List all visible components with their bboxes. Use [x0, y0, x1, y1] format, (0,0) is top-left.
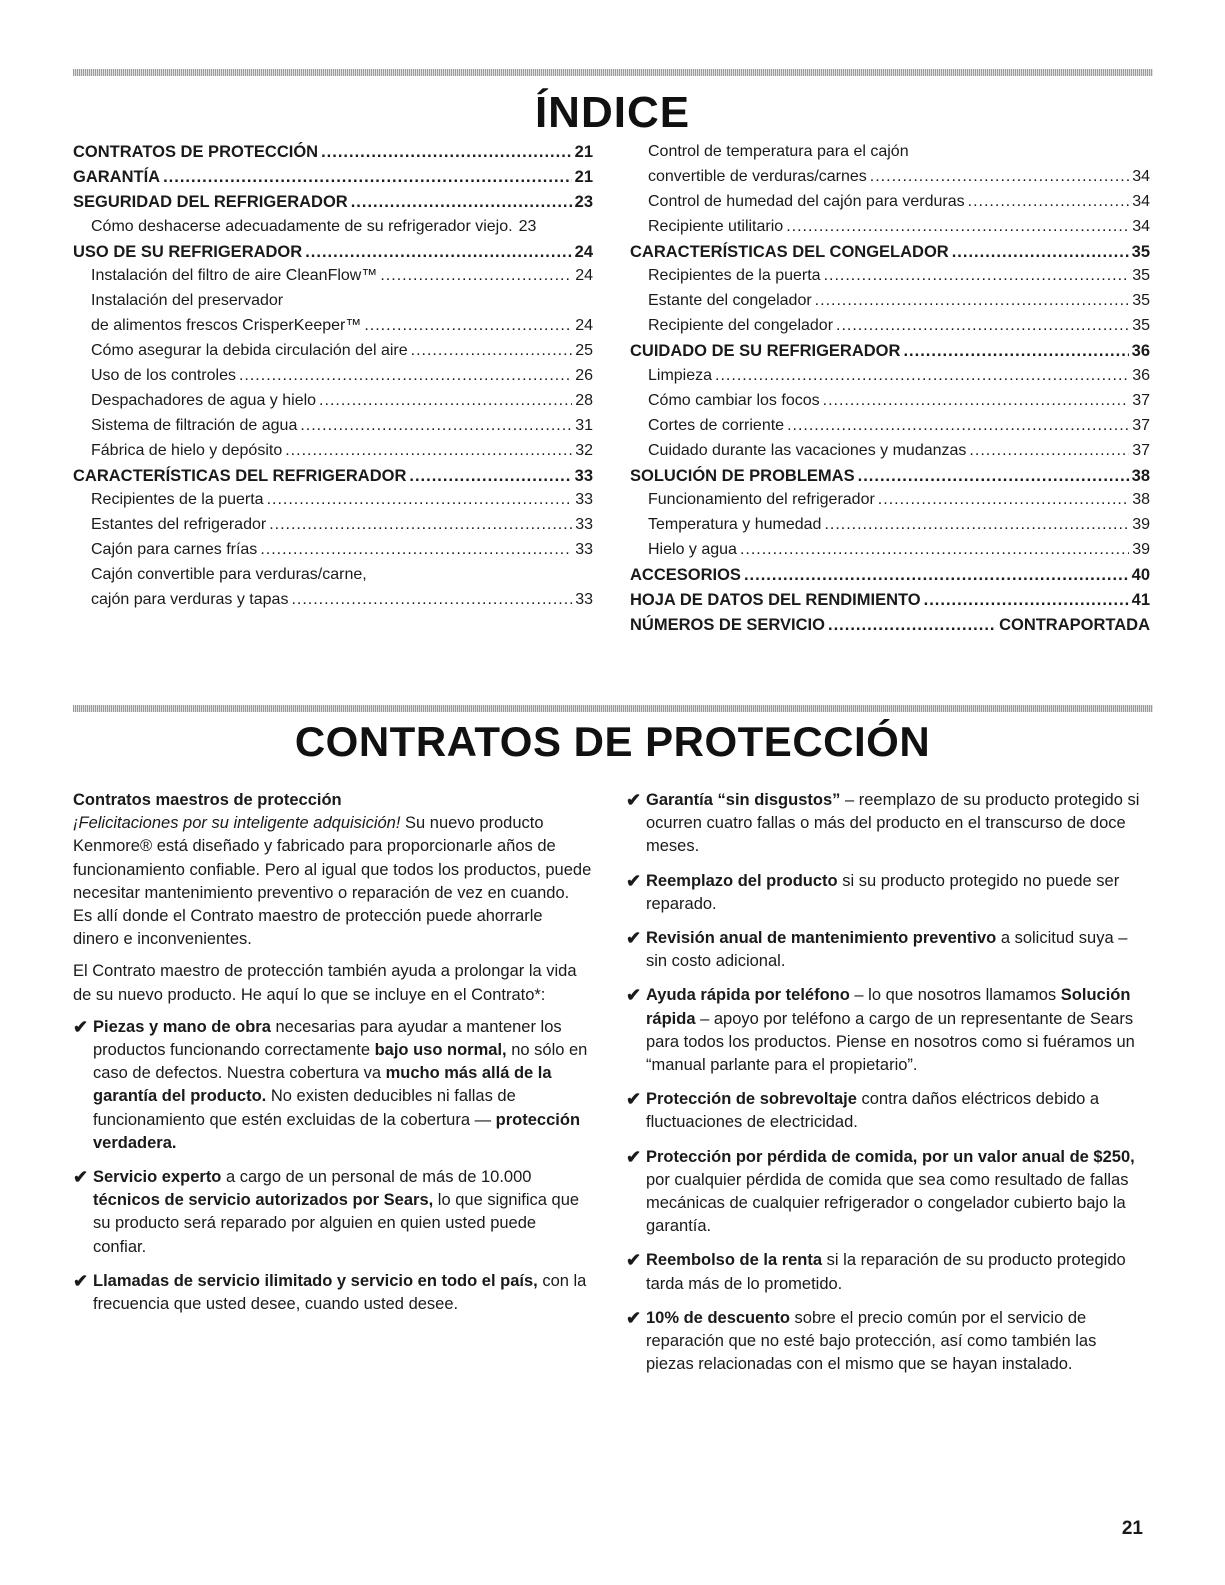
toc-entry: [73, 218, 593, 243]
toc-leader-dots: [321, 143, 572, 162]
toc-entry: [630, 442, 1150, 467]
intro-paragraph: [73, 812, 593, 951]
benefit-item: [626, 1307, 1146, 1377]
benefit-text: contra daños eléctricos debido a fluctuaciones de electricidad.: [646, 1090, 1100, 1132]
benefit-text: si su producto protegido no puede ser reparado.: [646, 871, 1120, 913]
toc-leader-dots: [300, 417, 572, 435]
toc-right-column: [630, 143, 1150, 641]
toc-page-number: 34: [1132, 192, 1150, 210]
checkmark-icon: ✔: [626, 1089, 642, 1110]
toc-entry: [73, 342, 593, 367]
toc-entry: [630, 317, 1150, 342]
benefit-item: [626, 870, 1146, 916]
toc-page-number: 23: [574, 192, 593, 211]
toc-entry: [630, 143, 1150, 168]
toc-leader-dots: [786, 218, 1129, 236]
contracts-subtitle: Contratos maestros de protección: [73, 791, 342, 809]
toc-entry-title: NÚMEROS DE SERVICIO: [630, 615, 825, 634]
toc-page-number: 28: [575, 391, 593, 409]
toc-entry-title: Cómo cambiar los focos: [648, 391, 820, 409]
toc-entry: [630, 417, 1150, 442]
toc-leader-dots: [351, 193, 572, 212]
benefit-text: si la reparación de su producto protegido tarda más de lo prometido.: [646, 1251, 1126, 1293]
toc-entry-title: HOJA DE DATOS DEL RENDIMIENTO: [630, 591, 921, 610]
toc-page-number: 41: [1131, 591, 1150, 610]
benefit-highlight: Piezas y mano de obra: [93, 1017, 271, 1036]
toc-page-number: 34: [1132, 167, 1150, 185]
toc-entry-title: CUIDADO DE SU REFRIGERADOR: [630, 342, 901, 361]
toc-leader-dots: [239, 367, 572, 385]
toc-page-number: 33: [574, 466, 593, 485]
toc-entry: [73, 292, 593, 317]
toc-entry-title: Hielo y agua: [648, 541, 737, 559]
toc-entry: [630, 491, 1150, 516]
benefit-highlight: Revisión anual de mantenimiento preventivo: [646, 929, 997, 948]
toc-entry: [630, 342, 1150, 367]
intro-congrats: ¡Felicitaciones por su inteligente adquisición!: [73, 814, 401, 833]
section-divider: [73, 705, 1153, 712]
benefit-highlight: Reembolso de la renta: [646, 1251, 823, 1270]
benefit-item: [73, 1016, 593, 1155]
toc-entry-title: Fábrica de hielo y depósito: [91, 441, 283, 459]
benefit-highlight: técnicos de servicio autorizados por Sears,: [93, 1191, 434, 1210]
toc-leader-dots: [260, 541, 572, 559]
toc-entry-title: Estantes del refrigerador: [91, 516, 267, 534]
toc-entry: [73, 243, 593, 268]
toc-page-number: 23: [518, 217, 537, 235]
intro-paragraph-2: El Contrato maestro de protección también ayuda a prolongar la vida de su nuevo producto. He aquí lo que se incluye en el Contrato*:: [73, 962, 577, 1004]
toc-leader-dots: [305, 243, 571, 262]
toc-entry: [630, 292, 1150, 317]
benefit-text: – lo que nosotros llamamos: [849, 986, 1061, 1005]
toc-entry: [73, 392, 593, 417]
toc-leader-dots: [715, 367, 1129, 385]
benefit-item: [626, 789, 1146, 859]
toc-page-number: 24: [574, 242, 593, 261]
toc-entry-title: Instalación del preservador: [91, 292, 284, 310]
toc-entry-title: Control de temperatura para el cajón: [648, 143, 909, 160]
toc-entry: [630, 616, 1150, 641]
toc-leader-dots: [836, 317, 1129, 335]
toc-leader-dots: [319, 392, 572, 410]
toc-entry-title: Cajón convertible para verduras/carne,: [91, 566, 367, 584]
toc-page-number: 35: [1132, 317, 1150, 335]
benefit-highlight: Protección por pérdida de comida, por un valor anual de $250,: [646, 1147, 1135, 1166]
toc-entry-title: CARACTERÍSTICAS DEL REFRIGERADOR: [73, 466, 407, 485]
benefit-item: [626, 1249, 1146, 1295]
toc-entry: [630, 541, 1150, 566]
toc-page-number: 21: [574, 143, 593, 161]
benefit-highlight: Garantía “sin disgustos”: [646, 791, 841, 809]
toc-entry: [73, 143, 593, 168]
toc-page-number: 36: [1132, 367, 1150, 385]
benefit-item: [73, 1166, 593, 1259]
toc-leader-dots: [924, 591, 1129, 610]
toc-entry-title: USO DE SU REFRIGERADOR: [73, 242, 303, 261]
benefit-text: lo que significa que su producto será reparado por alguien en quien usted puede confiar.: [93, 1191, 580, 1256]
toc-entry: [630, 516, 1150, 541]
top-divider: [73, 69, 1153, 76]
toc-leader-dots: [878, 491, 1129, 509]
toc-leader-dots: [815, 292, 1130, 310]
toc-page-number: 38: [1132, 491, 1150, 509]
toc-leader-dots: [291, 591, 572, 609]
benefit-highlight: Ayuda rápida por teléfono: [646, 986, 850, 1005]
benefit-text: por cualquier pérdida de comida que sea como resultado de fallas mecánicas de cualquier refrigerador o congelador cubierto bajo la garantía.: [646, 1170, 1129, 1236]
checkmark-icon: ✔: [73, 1167, 89, 1188]
toc-page-number: 36: [1131, 342, 1150, 361]
toc-page-number: 38: [1131, 466, 1150, 485]
benefit-highlight: Solución rápida: [646, 986, 1131, 1028]
toc-entry: [73, 467, 593, 492]
toc-leader-dots: [380, 267, 572, 285]
toc-entry: [73, 566, 593, 591]
benefit-item: [626, 984, 1146, 1077]
toc-page-number: 25: [575, 342, 593, 360]
benefit-text: a cargo de un personal de más de 10.000: [221, 1168, 532, 1187]
benefit-item: [626, 1146, 1146, 1239]
toc-entry: [73, 168, 593, 193]
toc-entry-title: Cajón para carnes frías: [91, 541, 258, 559]
toc-page-number: 24: [575, 267, 593, 285]
toc-entry-title: Recipientes de la puerta: [648, 267, 821, 285]
toc-entry-title: Cuidado durante las vacaciones y mudanzas: [648, 441, 967, 459]
toc-entry: [73, 541, 593, 566]
benefit-highlight: Llamadas de servicio ilimitado y servicio en todo el país,: [93, 1271, 538, 1290]
toc-entry-title: Despachadores de agua y hielo: [91, 391, 317, 409]
toc-page-number: 39: [1132, 541, 1150, 559]
toc-entry-title: de alimentos frescos CrisperKeeper™: [91, 317, 362, 335]
toc-entry-title: Control de humedad del cajón para verduras: [648, 192, 965, 210]
toc-entry-title: Cómo asegurar la debida circulación del aire: [91, 342, 408, 360]
toc-page-number: 40: [1131, 566, 1150, 585]
toc-entry: [630, 367, 1150, 392]
toc-entry-title: ACCESORIOS: [630, 566, 741, 585]
toc-entry: [73, 417, 593, 442]
toc-entry-title: CONTRATOS DE PROTECCIÓN: [73, 143, 319, 161]
toc-entry-title: GARANTÍA: [73, 167, 161, 186]
contracts-title: CONTRATOS DE PROTECCIÓN: [294, 718, 931, 765]
benefit-text: – reemplazo de su producto protegido si ocurren cuatro fallas o más del producto en el transcurso de doce meses.: [646, 791, 1140, 856]
benefit-text: necesarias para ayudar a mantener los productos funcionando correctamente: [93, 1017, 562, 1060]
toc-leader-dots: [163, 168, 572, 187]
toc-entry-title: Estante del congelador: [648, 292, 812, 310]
toc-page-number: 26: [575, 367, 593, 385]
toc-entry-title: Recipiente utilitario: [648, 217, 784, 235]
toc-entry-title: SOLUCIÓN DE PROBLEMAS: [630, 466, 855, 485]
toc-entry-title: Instalación del filtro de aire CleanFlow™: [91, 267, 378, 285]
toc-leader-dots: [858, 467, 1129, 486]
toc-page-number: 21: [574, 167, 593, 186]
toc-entry: [73, 442, 593, 467]
checkmark-icon: ✔: [626, 985, 642, 1006]
checkmark-icon: ✔: [73, 1016, 89, 1037]
toc-leader-dots: [824, 516, 1129, 534]
toc-entry-title: Funcionamiento del refrigerador: [648, 491, 875, 509]
toc-leader-dots: [824, 267, 1130, 285]
toc-entry: [73, 367, 593, 392]
toc-entry: [630, 392, 1150, 417]
contracts-right-column: [626, 789, 1146, 1387]
toc-leader-dots: [823, 392, 1130, 410]
toc-page-number: 33: [575, 541, 593, 559]
checkmark-icon: ✔: [73, 1270, 89, 1291]
checkmark-icon: ✔: [626, 1250, 642, 1271]
toc-page-number: 37: [1132, 441, 1150, 459]
toc-leader-dots: [870, 168, 1129, 186]
toc-leader-dots: [968, 193, 1130, 211]
toc-page-number: 39: [1132, 516, 1150, 534]
toc-entry-title: Recipiente del congelador: [648, 317, 834, 335]
benefit-list-left: [73, 1016, 593, 1316]
benefit-highlight: Reemplazo del producto: [646, 871, 838, 890]
benefit-item: [626, 1088, 1146, 1134]
toc-page-number: 35: [1132, 267, 1150, 285]
toc-entry: [630, 243, 1150, 268]
benefit-highlight: Protección de sobrevoltaje: [646, 1090, 857, 1109]
benefit-text: sobre el precio común por el servicio de reparación que no esté bajo protección, así como también las piezas relacionadas con el mismo que se hayan instalado.: [646, 1308, 1097, 1374]
intro-text: Su nuevo producto Kenmore® está diseñado y fabricado para proporcionarle años de funcionamiento confiable. Pero al igual que todos los productos, puede necesitar mantenimiento preventivo o reparación de vez en cuando. Es allí donde el Contrato maestro de protección puede ahorrarle dinero e inconvenientes.: [73, 814, 592, 949]
toc-page-number: 33: [575, 491, 593, 509]
benefit-highlight: Servicio experto: [93, 1168, 222, 1187]
checkmark-icon: ✔: [626, 790, 642, 810]
benefit-text: a solicitud suya – sin costo adicional.: [646, 929, 1128, 971]
contracts-left-column: [73, 789, 593, 1327]
toc-entry: [630, 218, 1150, 243]
benefit-highlight: mucho más allá de la garantía del producto.: [93, 1064, 552, 1106]
toc-page-number: 34: [1132, 217, 1150, 235]
toc-entry-title: cajón para verduras y tapas: [91, 591, 289, 609]
checkmark-icon: ✔: [626, 1146, 642, 1167]
toc-leader-dots: [740, 541, 1129, 559]
toc-entry-title: Uso de los controles: [91, 367, 236, 385]
toc-leader-dots: [269, 516, 572, 534]
toc-entry: [630, 566, 1150, 591]
benefit-item: [626, 927, 1146, 973]
toc-entry-title: SEGURIDAD DEL REFRIGERADOR: [73, 192, 348, 211]
toc-page-number: 37: [1132, 391, 1150, 409]
benefit-list-right: [626, 789, 1146, 1376]
benefit-highlight: 10% de descuento: [646, 1308, 790, 1327]
toc-entry: [73, 317, 593, 342]
toc-leader-dots: [828, 616, 996, 635]
toc-entry: [73, 591, 593, 616]
toc-leader-dots: [411, 342, 573, 360]
toc-leader-dots: [285, 442, 572, 460]
toc-entry-title: Cómo deshacerse adecuadamente de su refrigerador viejo.: [91, 217, 513, 235]
toc-entry: [630, 467, 1150, 492]
toc-leader-dots: [903, 342, 1128, 361]
page-number: 21: [1121, 1518, 1143, 1539]
toc-entry-title: Recipientes de la puerta: [91, 491, 264, 509]
benefit-text: no sólo en caso de defectos. Nuestra cobertura va: [93, 1041, 588, 1083]
toc-entry: [73, 516, 593, 541]
toc-page-number: 24: [575, 317, 593, 335]
toc-leader-dots: [744, 566, 1129, 585]
toc-page-number: 33: [575, 516, 593, 534]
checkmark-icon: ✔: [626, 870, 642, 891]
toc-entry-title: convertible de verduras/carnes: [648, 167, 867, 185]
benefit-text: No existen deducibles ni fallas de funcionamiento que estén excluidas de la cobertura —: [93, 1087, 516, 1129]
checkmark-icon: ✔: [626, 1307, 642, 1328]
toc-entry: [630, 168, 1150, 193]
toc-left-column: [73, 143, 593, 616]
toc-leader-dots: [364, 317, 572, 335]
toc-entry-title: Sistema de filtración de agua: [91, 416, 298, 434]
toc-page-number: 37: [1132, 416, 1150, 434]
toc-entry: [73, 491, 593, 516]
benefit-highlight: bajo uso normal,: [374, 1041, 507, 1060]
toc-entry-title: Temperatura y humedad: [648, 516, 822, 534]
toc-page-number: 32: [575, 441, 593, 459]
toc-entry: [630, 591, 1150, 616]
toc-entry: [73, 267, 593, 292]
benefit-item: [73, 1270, 593, 1316]
toc-page-number: 31: [575, 416, 593, 434]
toc-leader-dots: [267, 491, 573, 509]
toc-entry-title: Cortes de corriente: [648, 416, 785, 434]
toc-leader-dots: [409, 467, 571, 486]
benefit-highlight: protección verdadera.: [93, 1110, 581, 1152]
toc-page-number: 33: [575, 591, 593, 609]
toc-page-number: CONTRAPORTADA: [999, 615, 1150, 634]
checkmark-icon: ✔: [626, 928, 642, 949]
index-title: ÍNDICE: [534, 88, 691, 137]
toc-entry-title: CARACTERÍSTICAS DEL CONGELADOR: [630, 242, 949, 261]
toc-entry: [73, 193, 593, 218]
toc-leader-dots: [969, 442, 1129, 460]
toc-entry: [630, 267, 1150, 292]
toc-page-number: 35: [1131, 242, 1150, 261]
toc-entry: [630, 193, 1150, 218]
benefit-text: con la frecuencia que usted desee, cuando usted desee.: [93, 1271, 587, 1314]
toc-leader-dots: [952, 243, 1129, 262]
toc-leader-dots: [787, 417, 1129, 435]
toc-entry-title: Limpieza: [648, 367, 713, 385]
benefit-text: – apoyo por teléfono a cargo de un representante de Sears para todos los productos. Piense en nosotros como si fuéramos un “manual parlante para el propietario”.: [646, 1009, 1135, 1075]
toc-page-number: 35: [1132, 292, 1150, 310]
